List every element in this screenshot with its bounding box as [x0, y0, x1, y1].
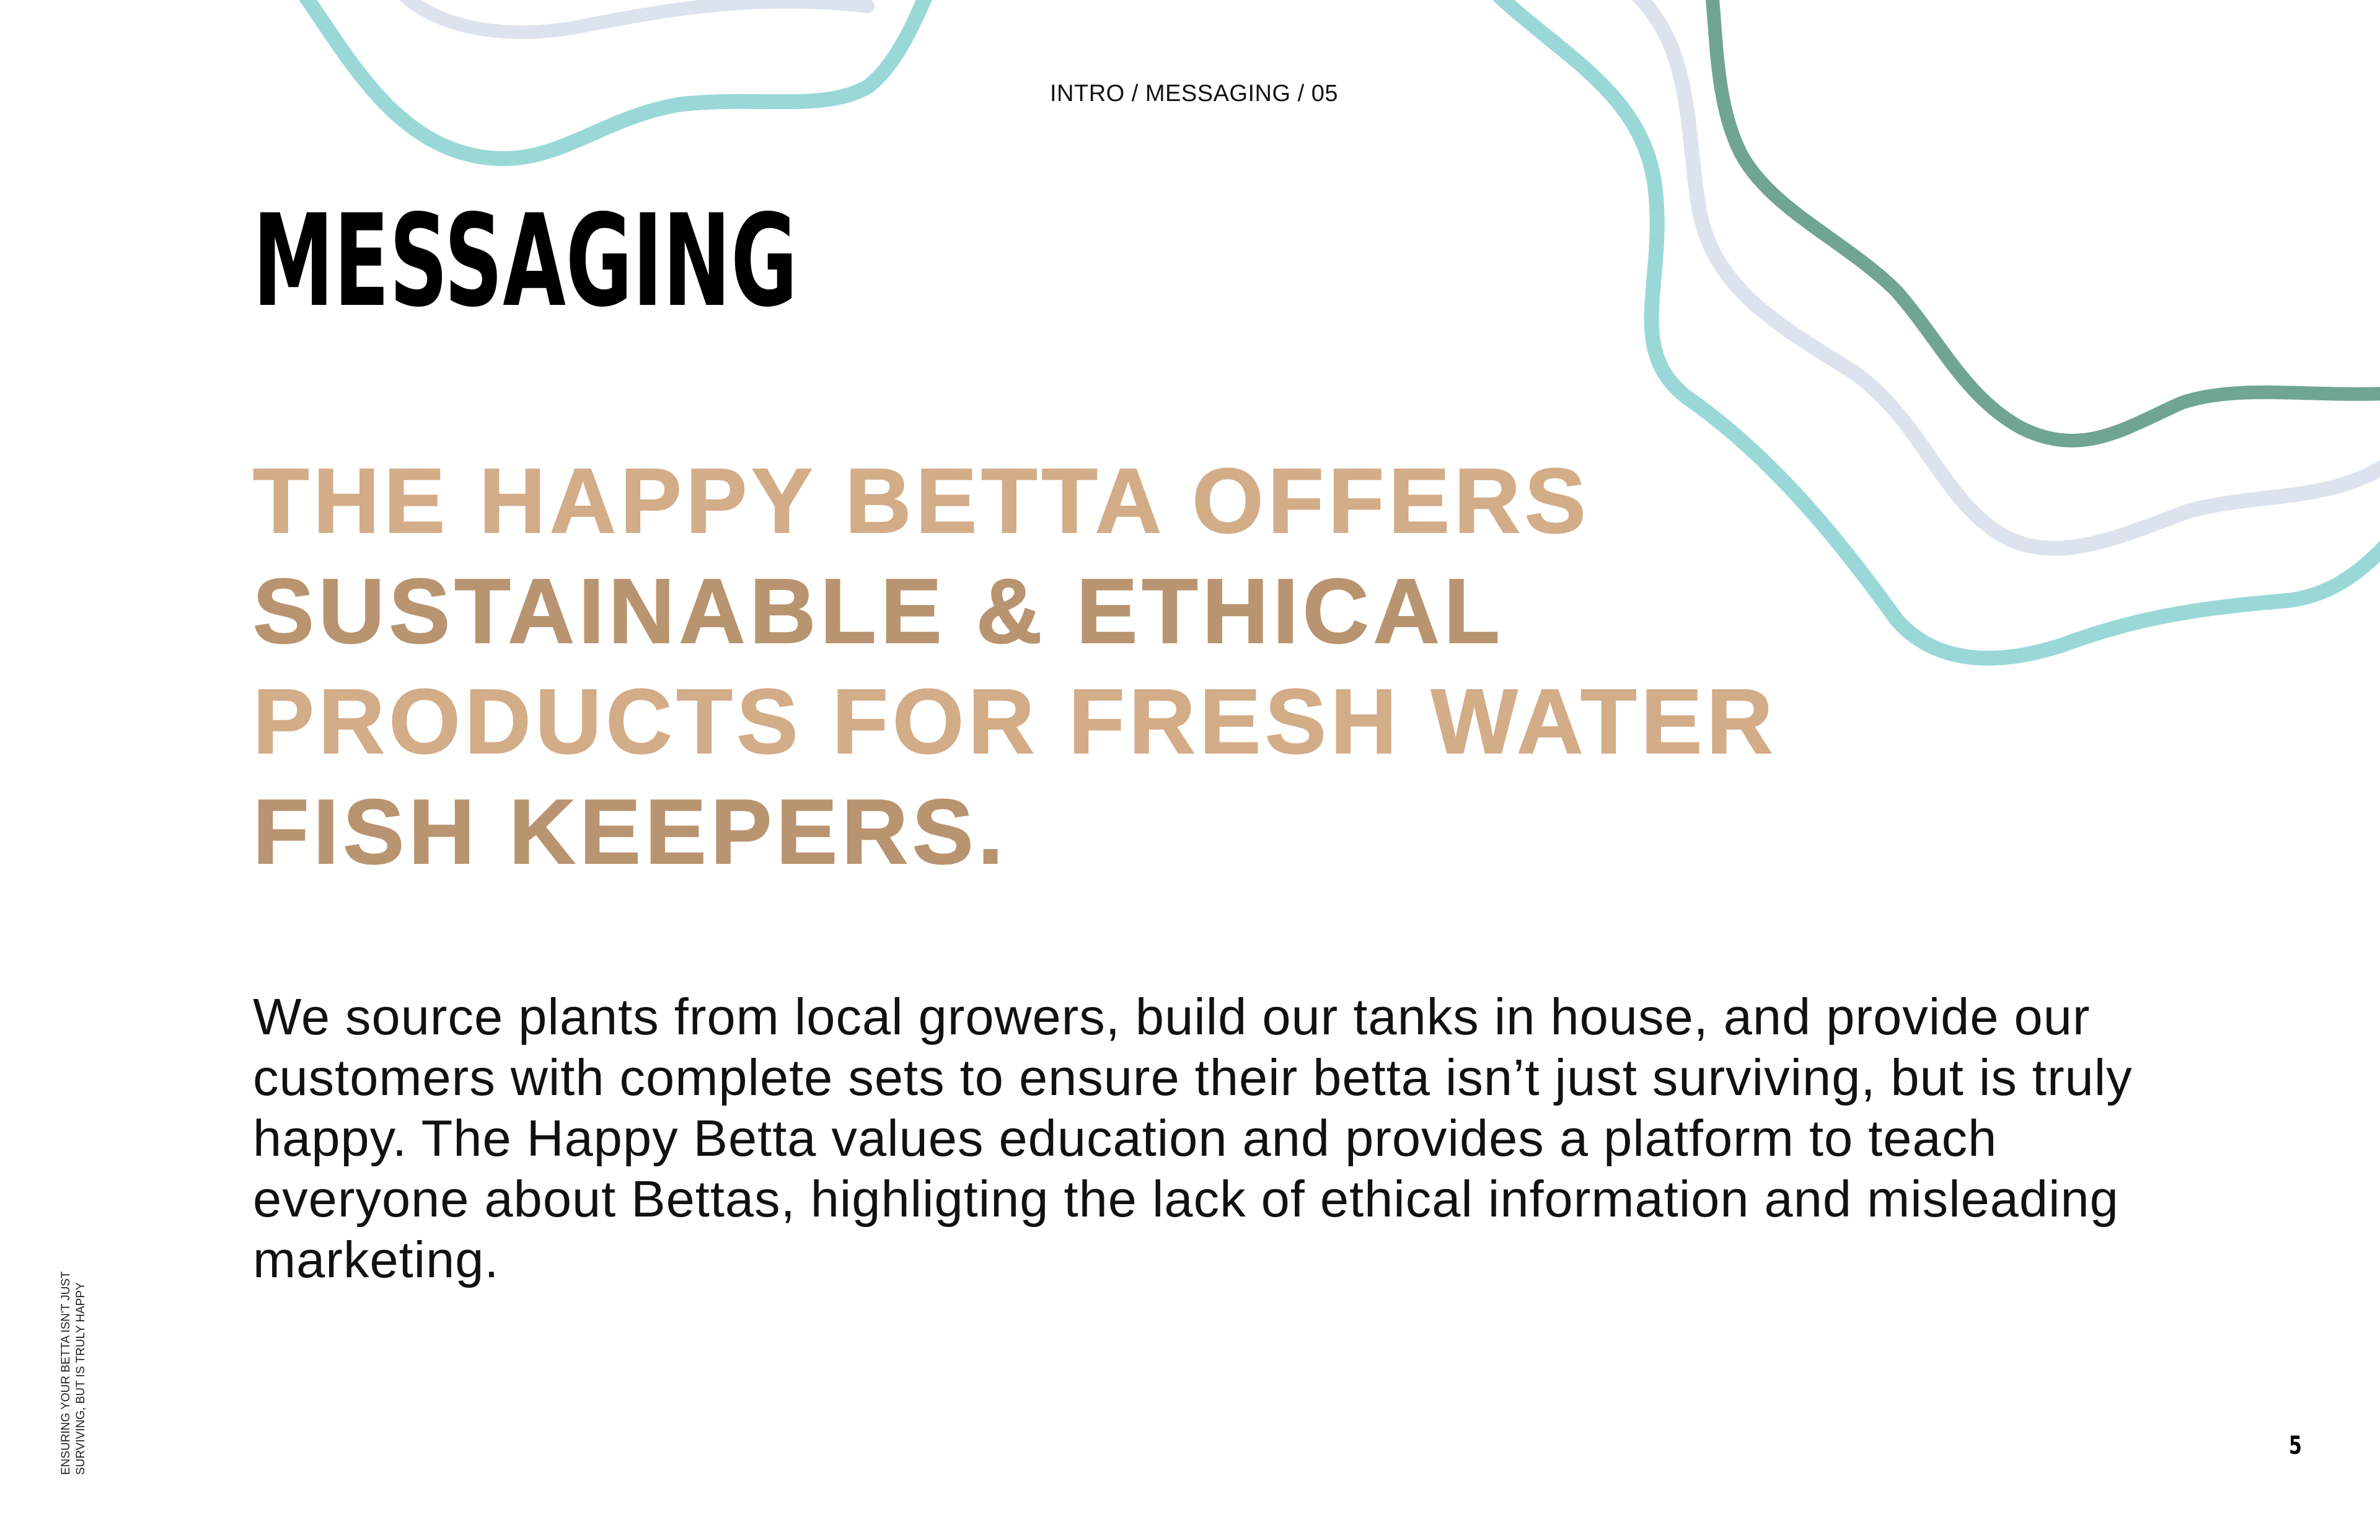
page-title: MESSAGING	[253, 188, 798, 335]
side-tagline: ENSURING YOUR BETTA ISN'T JUST SURVIVING, BUT IS TRULY HAPPY	[60, 1271, 87, 1475]
body-paragraph: We source plants from local growers, build our tanks in house, and provide our customers with complete sets to ensure their betta isn’t just surviving, but is truly happy. The Happy Betta values education and provides a platform to teach everyone about Bettas, highligting the lack of ethical information and misleading marketing.	[253, 988, 2133, 1288]
wave-grey-top-left	[403, 0, 868, 32]
headline-line-1: THE HAPPY BETTA OFFERS	[253, 450, 1590, 552]
page-number: 5	[2289, 1432, 2302, 1460]
wave-teal-top-left	[304, 0, 927, 159]
headline-line-4: FISH KEEPERS.	[253, 781, 1008, 883]
headline-line-2: SUSTAINABLE & ETHICAL	[253, 560, 1504, 662]
headline	[253, 446, 1777, 887]
headline-line-3: PRODUCTS FOR FRESH WATER	[253, 671, 1778, 773]
wave-green-top-right	[1712, 0, 2380, 441]
breadcrumb: INTRO / MESSAGING / 05	[1050, 81, 1338, 107]
